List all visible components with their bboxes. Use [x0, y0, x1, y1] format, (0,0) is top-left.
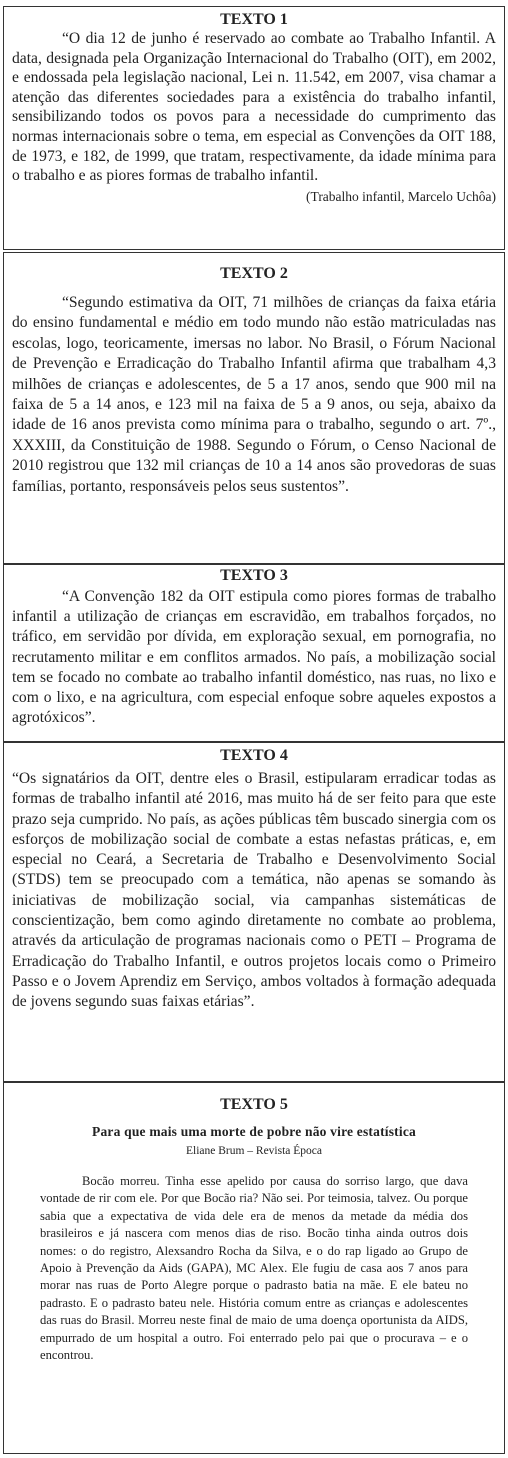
texto-3-box: [3, 564, 505, 742]
texto-5-author: Eliane Brum – Revista Época: [185, 1145, 323, 1157]
texto-4-body: “Os signatários da OIT, dentre eles o Brasil, estipularam erradicar todas as formas de trabalho infantil até 2016, mas muito há de ser feito para que este prazo seja cumprido. No país, as ações públicas têm buscado sinergia com os esforços de mobilização social de combate a estas nefastas práticas, e, em especial no Ceará, a Secretaria de Trabalho e Desenvolvimento Social (STDS) tem se preocupado com a temática, não apenas se somando às iniciativas de mobilização social, via campanhas sistemáticas de conscientização, bem como agindo diretamente no combate ao problema, através da articulação de programas nacionais como o PETI – Programa de Erradicação do Trabalho Infantil, e outros projetos locais como o Primeiro Passo e o Jovem Aprendiz em Serviço, ambos voltados à formação adequada de jovens segundo suas faixas etárias”.: [12, 770, 496, 1011]
texto-1-title: TEXTO 1: [220, 11, 288, 28]
texto-1-source: (Trabalho infantil, Marcelo Uchôa): [306, 188, 496, 204]
texto-2-title: TEXTO 2: [220, 265, 288, 282]
texto-4-box: [3, 742, 505, 1082]
texto-5-title: TEXTO 5: [220, 1096, 288, 1113]
texto-1-body: “O dia 12 de junho é reservado ao combate ao Trabalho Infantil. A data, designada pela Organização Internacional do Trabalho (OIT), em 2002, e endossada pela legislação nacional, Lei n. 11.542, em 2007, visa chamar a atenção das diferentes sociedades para a existência do trabalho infantil, sensibilizando todos os povos para a necessidade do cumprimento das normas internacionais sobre o tema, em especial as Convenções da OIT 188, de 1973, e 182, de 1999, que tratam, respectivamente, da idade mínima para o trabalho e as piores formas de trabalho infantil.: [12, 30, 496, 185]
texto-4-title: TEXTO 4: [220, 747, 288, 764]
texto-3-title: TEXTO 3: [220, 567, 288, 584]
texto-5-box: [3, 1082, 505, 1454]
texto-5-body: Bocão morreu. Tinha esse apelido por causa do sorriso largo, que dava vontade de rir com ele. Por que Bocão ria? Não sei. Por teimosia, talvez. Ou porque sabia que a expectativa de vida dele era de menos da metade da média dos brasileiros e já nascera com menos dias de riso. Bocão tinha ainda outros dois nomes: o do registro, Alexsandro Rocha da Silva, e o do rap ligado ao Grupo de Apoio à Prevenção da Aids (GAPA), MC Alex. Ele fugiu de casa aos 7 anos para morar nas ruas de Porto Alegre porque o padrasto batia na mãe. E ele bateu no padrasto. E o padrasto bateu nele. História comum entre as crianças e adolescentes das ruas do Brasil. Morreu neste final de maio de uma doença oportunista da AIDS, empurrado de um hospital a outro. Foi enterrado pelo pai que o procurava – e o encontrou.: [40, 1174, 468, 1363]
texto-2-box: [3, 252, 505, 564]
texto-2-body: “Segundo estimativa da OIT, 71 milhões de crianças da faixa etária do ensino fundamental e médio em todo mundo não estão matriculadas nas escolas, logo, teoricamente, imersas no labor. No Brasil, o Fórum Nacional de Prevenção e Erradicação do Trabalho Infantil afirma que trabalham 4,3 milhões de crianças e adolescentes, de 5 a 17 anos, sendo que 900 mil na faixa de 5 a 14 anos, e 123 mil na faixa de 5 a 9 anos, ou seja, abaixo da idade de 16 anos prevista como mínima para o trabalho, segundo o art. 7º., XXXIII, da Constituição de 1988. Segundo o Fórum, o Censo Nacional de 2010 registrou que 132 mil crianças de 10 a 14 anos são provedoras de suas famílias, portanto, responsáveis pelos seus sustentos”.: [12, 294, 496, 495]
texto-1-box: [3, 6, 505, 250]
texto-3-body: “A Convenção 182 da OIT estipula como piores formas de trabalho infantil a utilização de crianças em escravidão, em trabalhos forçados, no tráfico, em servidão por dívida, em exploração sexual, em pornografia, no recrutamento militar e em conflitos armados. No país, a mobilização social tem se focado no combate ao trabalho infantil doméstico, nas ruas, no lixo e com o lixo, e na agricultura, com especial enfoque sobre aqueles expostos a agrotóxicos”.: [12, 588, 496, 727]
texto-5-subtitle: Para que mais uma morte de pobre não vire estatística: [92, 1124, 416, 1139]
